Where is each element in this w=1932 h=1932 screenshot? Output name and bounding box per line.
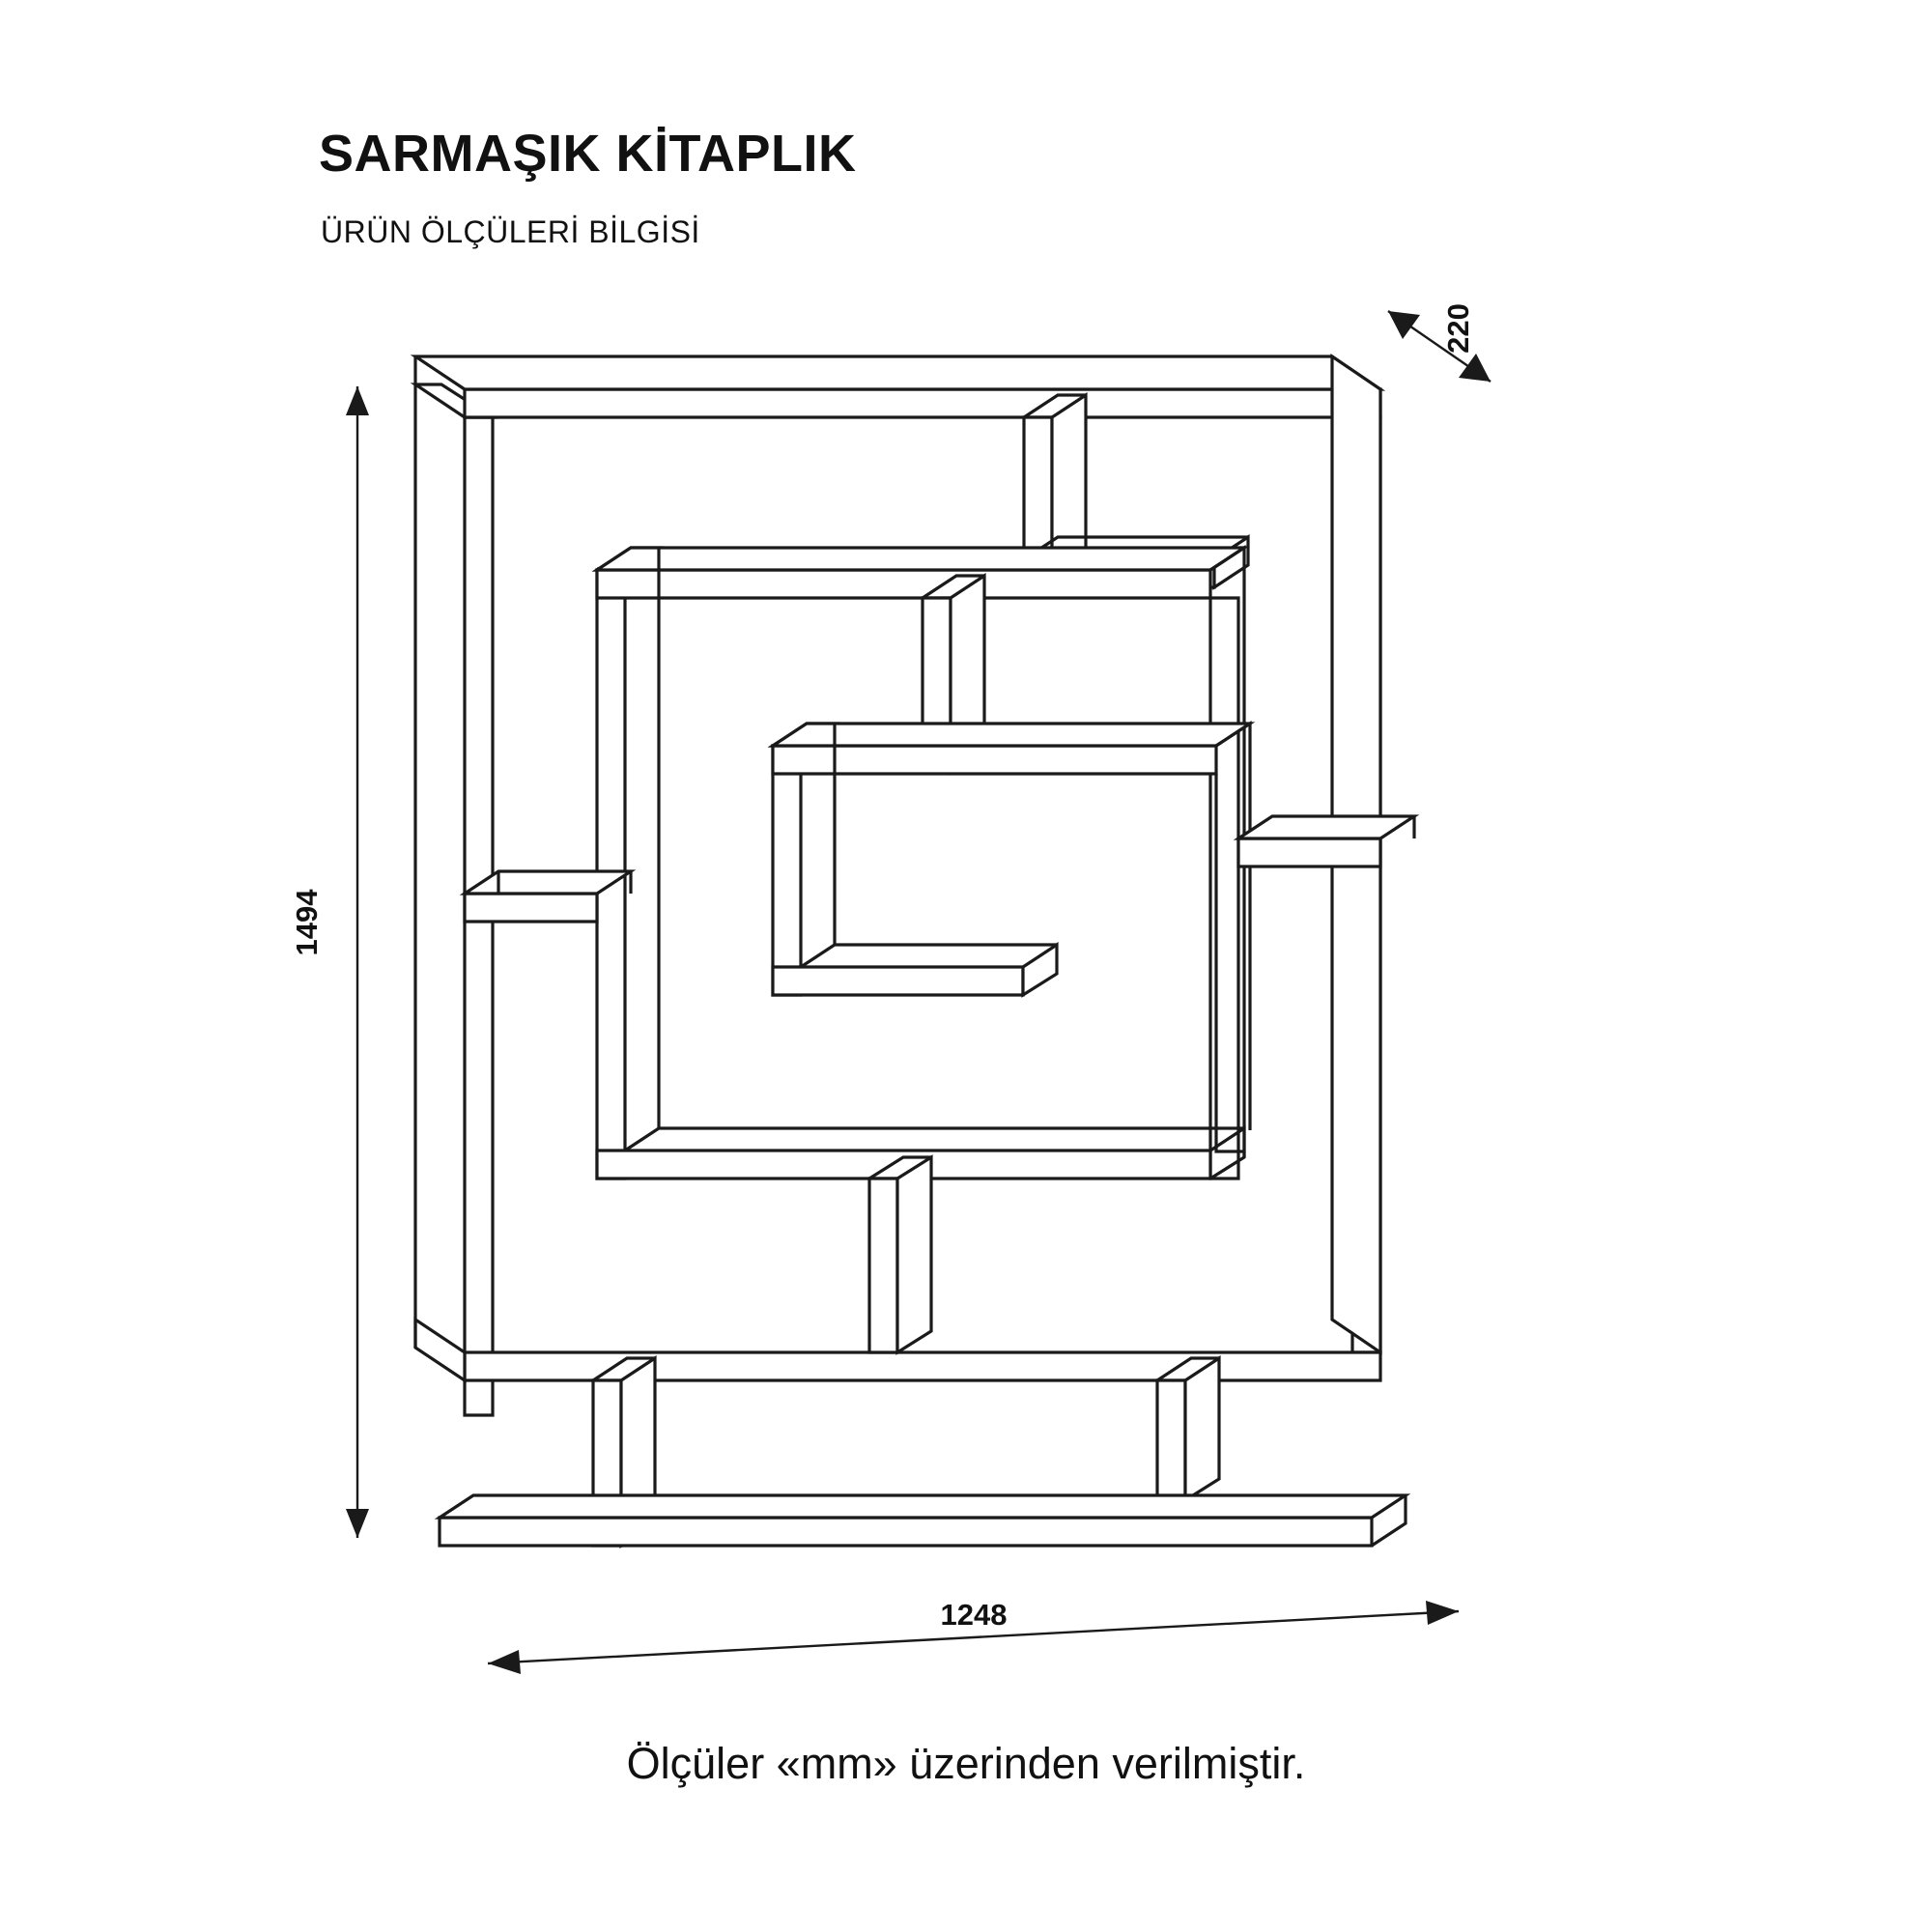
page-subtitle: ÜRÜN ÖLÇÜLERİ BİLGİSİ (321, 214, 700, 249)
measurement-unit-note: Ölçüler «mm» üzerinden verilmiştir. (626, 1739, 1306, 1788)
page-title: SARMAŞIK KİTAPLIK (319, 125, 857, 183)
dimension-width-label: 1248 (940, 1598, 1008, 1632)
dimension-height-label: 1494 (290, 889, 324, 956)
dimension-depth-label: 220 (1441, 303, 1475, 354)
